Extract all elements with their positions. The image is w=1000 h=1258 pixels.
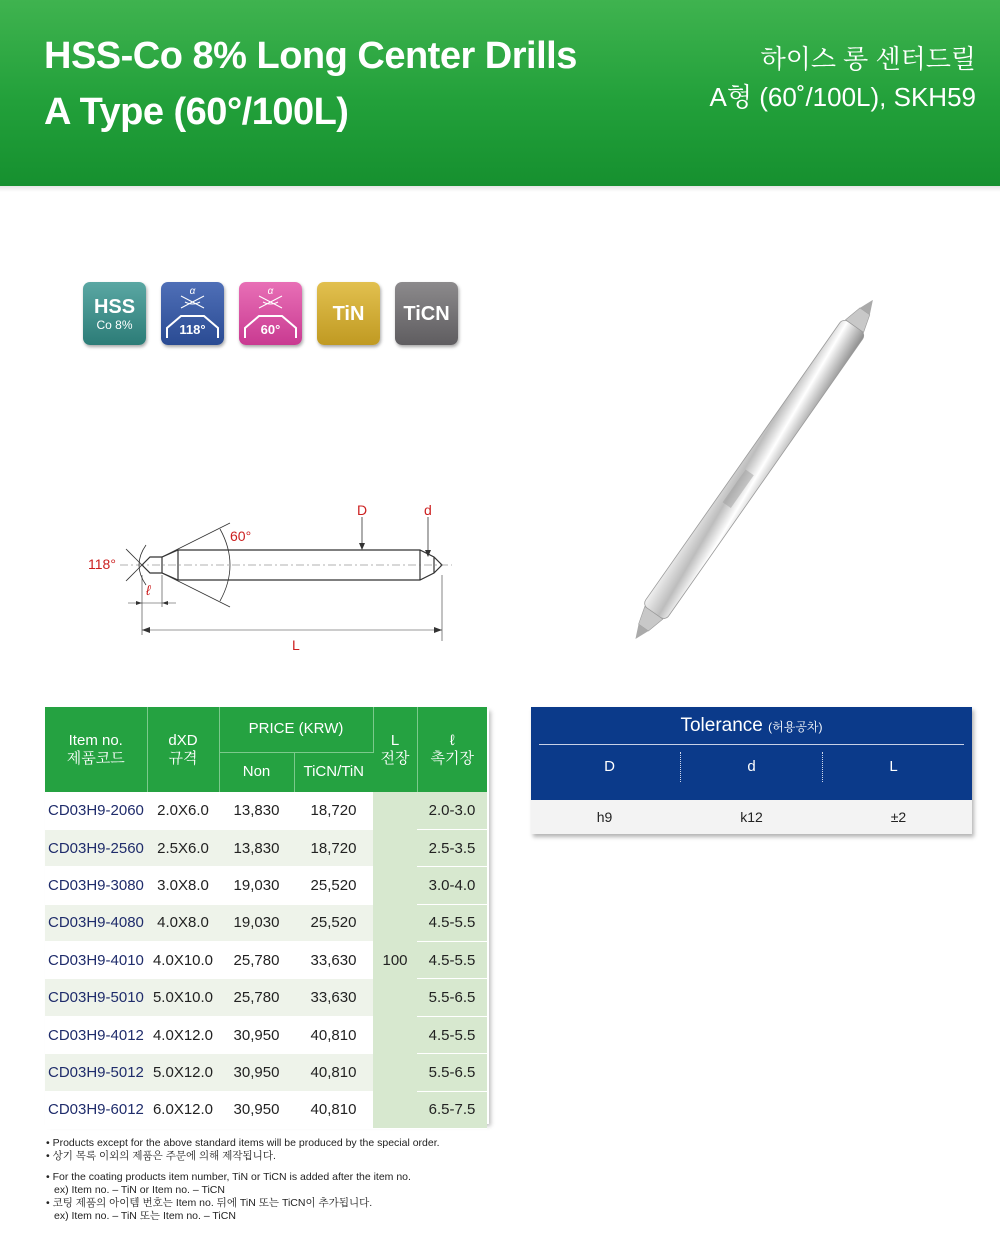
dxd-value: 5.0X12.0 <box>147 1054 219 1091</box>
item-code: CD03H9-4010 <box>45 942 147 979</box>
header-L-en: L <box>390 731 400 749</box>
flute-length: 3.0-4.0 <box>417 867 487 904</box>
spec-table <box>45 707 487 1129</box>
price-coat: 40,810 <box>294 1054 373 1091</box>
dxd-value: 4.0X10.0 <box>147 942 219 979</box>
tolerance-value-L: ±2 <box>890 809 907 825</box>
note-coating-en: • For the coating products item number, TiN or TiCN is added after the item no. <box>46 1171 411 1183</box>
dxd-value: 3.0X8.0 <box>147 867 219 904</box>
flute-length: 6.5-7.5 <box>417 1091 487 1128</box>
flute-length: 2.0-3.0 <box>417 792 487 829</box>
header-price-coat: TiCN/TiN <box>294 752 373 792</box>
title-ko-line1: 하이스 롱 센터드릴 <box>760 44 976 74</box>
price-non: 19,030 <box>219 904 294 941</box>
angle-body-label: 60° <box>230 528 252 544</box>
header-L-ko: 전장 <box>380 749 410 767</box>
dim-d-label: d <box>424 502 432 518</box>
price-coat: 40,810 <box>294 1091 373 1128</box>
dxd-value: 4.0X8.0 <box>147 904 219 941</box>
header-dxd-en: dXD <box>168 731 198 749</box>
price-non: 13,830 <box>219 829 294 866</box>
dxd-value: 2.5X6.0 <box>147 829 219 866</box>
note-coating-ko: • 코팅 제품의 아이템 번호는 Item no. 뒤에 TiN 또는 TiCN이 추가됩니다. <box>46 1197 373 1209</box>
dim-D-label: D <box>357 502 368 518</box>
price-coat: 25,520 <box>294 904 373 941</box>
page-title-en <box>44 28 577 140</box>
note-special-order-ko: • 상기 목록 이외의 제품은 주문에 의해 제작됩니다. <box>46 1150 276 1162</box>
table-row <box>45 904 487 941</box>
note-special-order-en: • Products except for the above standard items will be produced by the special order. <box>46 1137 440 1149</box>
price-non: 30,950 <box>219 1054 294 1091</box>
angle-118-icon <box>161 282 224 345</box>
title-ko-line2: A형 (60˚/100L), SKH59 <box>709 82 976 112</box>
dim-L-label: L <box>292 637 300 653</box>
price-non: 30,950 <box>219 1016 294 1053</box>
header-item-no <box>45 707 147 792</box>
tolerance-col-L: L <box>889 758 898 775</box>
header-l-en: ℓ <box>449 731 455 749</box>
badge-118-label: 118° <box>179 322 206 337</box>
price-coat: 18,720 <box>294 792 373 829</box>
item-code: CD03H9-3080 <box>45 867 147 904</box>
tolerance-header <box>531 707 972 800</box>
badge-tin-text: TiN <box>332 302 365 325</box>
price-non: 25,780 <box>219 979 294 1016</box>
dim-l-label: ℓ <box>146 582 151 598</box>
center-drill-drawing <box>80 495 460 665</box>
header-l-ko: 촉기장 <box>430 749 474 767</box>
tin-coating-badge <box>317 282 380 345</box>
header-item-no-en: Item no. <box>68 731 123 749</box>
tolerance-values <box>531 800 972 834</box>
table-row <box>45 1016 487 1053</box>
item-code: CD03H9-5012 <box>45 1054 147 1091</box>
dxd-value: 2.0X6.0 <box>147 792 219 829</box>
price-non: 13,830 <box>219 792 294 829</box>
header-price-non: Non <box>219 752 294 792</box>
table-row <box>45 979 487 1016</box>
point-angle-118-badge <box>161 282 224 345</box>
flute-length: 5.5-6.5 <box>417 979 487 1016</box>
item-code: CD03H9-2060 <box>45 792 147 829</box>
point-angle-60-badge <box>239 282 302 345</box>
price-coat: 33,630 <box>294 942 373 979</box>
note-coating-example-en: ex) Item no. – TiN or Item no. – TiCN <box>54 1184 225 1196</box>
price-coat: 40,810 <box>294 1016 373 1053</box>
table-row <box>45 942 487 979</box>
title-en-line1: HSS-Co 8% Long Center Drills <box>44 35 577 77</box>
tolerance-title <box>531 715 972 737</box>
hss-co8-badge <box>83 282 146 345</box>
ticn-coating-badge <box>395 282 458 345</box>
tolerance-columns <box>539 752 964 782</box>
item-code: CD03H9-4012 <box>45 1016 147 1053</box>
table-row <box>45 1054 487 1091</box>
price-non: 19,030 <box>219 867 294 904</box>
badge-ticn-text: TiCN <box>403 302 450 325</box>
note-coating-example-ko: ex) Item no. – TiN 또는 Item no. – TiCN <box>54 1210 236 1222</box>
price-non: 30,950 <box>219 1091 294 1128</box>
badge-60-symbol: α <box>267 286 274 297</box>
table-row <box>45 1091 487 1128</box>
flute-length: 5.5-6.5 <box>417 1054 487 1091</box>
angle-60-icon <box>239 282 302 345</box>
dxd-value: 6.0X12.0 <box>147 1091 219 1128</box>
tolerance-divider <box>539 744 964 745</box>
item-code: CD03H9-2560 <box>45 829 147 866</box>
header-L <box>373 707 417 792</box>
item-code: CD03H9-4080 <box>45 904 147 941</box>
badge-hss-text: HSS <box>93 295 136 318</box>
tolerance-col-D: D <box>539 752 681 782</box>
badge-60-label: 60° <box>260 322 281 337</box>
header-l <box>417 707 487 792</box>
feature-badges <box>83 282 458 345</box>
flute-length: 4.5-5.5 <box>417 904 487 941</box>
length-L-value: 100 <box>373 792 417 1129</box>
tolerance-col-d: d <box>681 752 823 782</box>
badge-hss-sub: Co 8% <box>96 317 133 332</box>
header-price: PRICE (KRW) <box>219 707 373 752</box>
tolerance-value-d: k12 <box>740 809 763 825</box>
price-coat: 18,720 <box>294 829 373 866</box>
tolerance-value-D: h9 <box>596 809 613 825</box>
price-non: 25,780 <box>219 942 294 979</box>
table-row <box>45 867 487 904</box>
center-drill-photo <box>590 300 920 640</box>
title-en-line2: A Type (60°/100L) <box>44 91 349 133</box>
badge-118-symbol: α <box>189 286 196 297</box>
table-row <box>45 829 487 866</box>
flute-length: 4.5-5.5 <box>417 1016 487 1053</box>
angle-tip-label: 118° <box>88 556 116 572</box>
item-code: CD03H9-6012 <box>45 1091 147 1128</box>
header-item-no-ko: 제품코드 <box>66 749 125 767</box>
flute-length: 4.5-5.5 <box>417 942 487 979</box>
header-banner <box>0 0 1000 186</box>
dxd-value: 4.0X12.0 <box>147 1016 219 1053</box>
page-title-ko <box>710 40 976 116</box>
table-row <box>45 792 487 829</box>
item-code: CD03H9-5010 <box>45 979 147 1016</box>
price-coat: 25,520 <box>294 867 373 904</box>
header-dxd-ko: 규격 <box>168 749 198 767</box>
flute-length: 2.5-3.5 <box>417 829 487 866</box>
tolerance-title-en: Tolerance <box>680 715 763 736</box>
price-coat: 33,630 <box>294 979 373 1016</box>
tolerance-table <box>531 707 972 834</box>
dxd-value: 5.0X10.0 <box>147 979 219 1016</box>
tolerance-title-ko: (허용공차) <box>768 720 823 734</box>
header-dxd <box>147 707 219 792</box>
footnotes <box>46 1137 440 1223</box>
